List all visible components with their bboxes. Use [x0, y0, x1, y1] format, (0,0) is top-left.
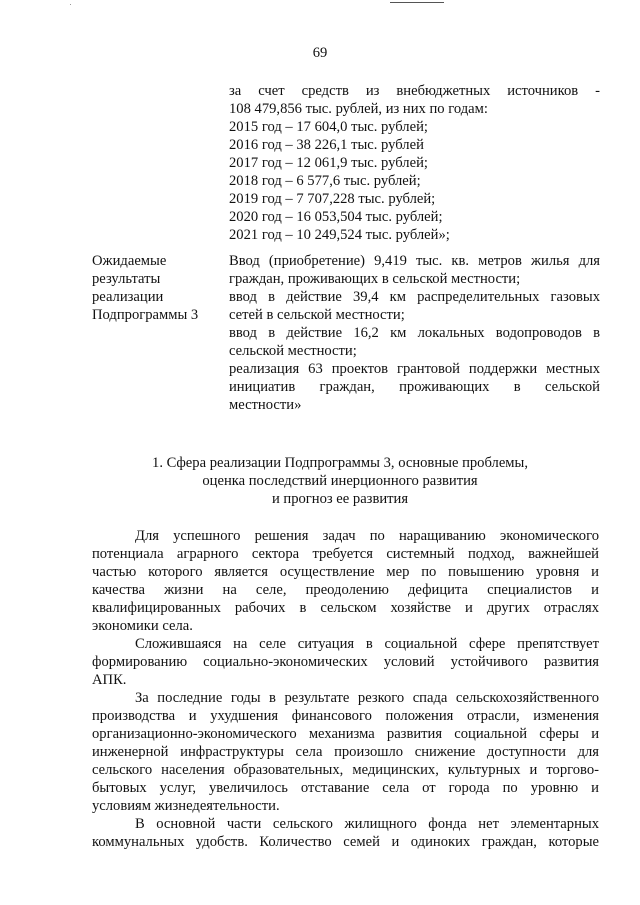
paragraph-line: организационно-экономического механизма развития социальной сферы и	[92, 726, 599, 742]
paragraph-line: За последние годы в результате резкого спада сельскохозяйственного	[135, 690, 599, 706]
paragraph-line: качества жизни на селе, преодолению дефицита специалистов и	[92, 582, 599, 598]
funding-year-2015: 2015 год – 17 604,0 тыс. рублей;	[229, 119, 428, 135]
expected-line: инициатив граждан, проживающих в сельской	[229, 379, 600, 395]
paragraph-line: Сложившаяся на селе ситуация в социальной сфере препятствует	[135, 636, 599, 652]
expected-label-line: результаты	[92, 271, 161, 287]
expected-label-line: Подпрограммы 3	[92, 307, 199, 323]
paragraph-line: бытовых услуг, увеличилось отставание села от города по уровню и	[92, 780, 599, 796]
paragraph-line: коммунальных удобств. Количество семей и одиноких граждан, которые	[92, 834, 599, 850]
paragraph-line: производства и ухудшения финансового положения отрасли, изменения	[92, 708, 599, 724]
heading-line: и прогноз ее развития	[271, 491, 409, 507]
page-number: 69	[312, 45, 328, 61]
paragraph-line: В основной части сельского жилищного фонда нет элементарных	[135, 816, 599, 832]
paragraph-line: сельского населения образовательных, медицинских, культурных и торгово-	[92, 762, 599, 778]
expected-line: сельской местности;	[229, 343, 357, 359]
funding-line-1: за счет средств из внебюджетных источников -	[229, 83, 600, 99]
expected-line: ввод в действие 39,4 км распределительных газовых	[229, 289, 600, 305]
paragraph-line: экономики села.	[92, 618, 193, 634]
funding-year-2020: 2020 год – 16 053,504 тыс. рублей;	[229, 209, 443, 225]
paragraph-line: формированию социально-экономических условий устойчивого развития	[92, 654, 599, 670]
funding-year-2021: 2021 год – 10 249,524 тыс. рублей»;	[229, 227, 450, 243]
paragraph-line: частью которого является осуществление мер по повышению уровня и	[92, 564, 599, 580]
funding-year-2019: 2019 год – 7 707,228 тыс. рублей;	[229, 191, 436, 207]
paragraph-line: условиям жизнедеятельности.	[92, 798, 280, 814]
scan-rule	[390, 2, 444, 3]
paragraph-line: Для успешного решения задач по наращиванию экономического	[135, 528, 599, 544]
expected-line: местности»	[229, 397, 302, 413]
expected-line: реализация 63 проектов грантовой поддержки местных	[229, 361, 600, 377]
funding-year-2016: 2016 год – 38 226,1 тыс. рублей	[229, 137, 424, 153]
funding-year-2018: 2018 год – 6 577,6 тыс. рублей;	[229, 173, 421, 189]
expected-line: Ввод (приобретение) 9,419 тыс. кв. метров жилья для	[229, 253, 600, 269]
expected-label-line: реализации	[92, 289, 164, 305]
heading-line: 1. Сфера реализации Подпрограммы 3, основные проблемы,	[152, 455, 528, 471]
expected-label-line: Ожидаемые	[92, 253, 167, 269]
funding-line-2: 108 479,856 тыс. рублей, из них по годам:	[229, 101, 488, 117]
paragraph-line: квалифицированных рабочих в сельском хозяйстве и других отраслях	[92, 600, 599, 616]
expected-line: сетей в сельской местности;	[229, 307, 405, 323]
paragraph-line: инженерной инфраструктуры села произошло снижение доступности для	[92, 744, 599, 760]
heading-line: оценка последствий инерционного развития	[202, 473, 478, 489]
expected-line: граждан, проживающих в сельской местности;	[229, 271, 521, 287]
funding-year-2017: 2017 год – 12 061,9 тыс. рублей;	[229, 155, 428, 171]
expected-line: ввод в действие 16,2 км локальных водопроводов в	[229, 325, 600, 341]
paragraph-line: потенциала аграрного сектора требуется системный подход, важнейшей	[92, 546, 599, 562]
scan-mark	[70, 4, 71, 5]
paragraph-line: АПК.	[92, 672, 127, 688]
